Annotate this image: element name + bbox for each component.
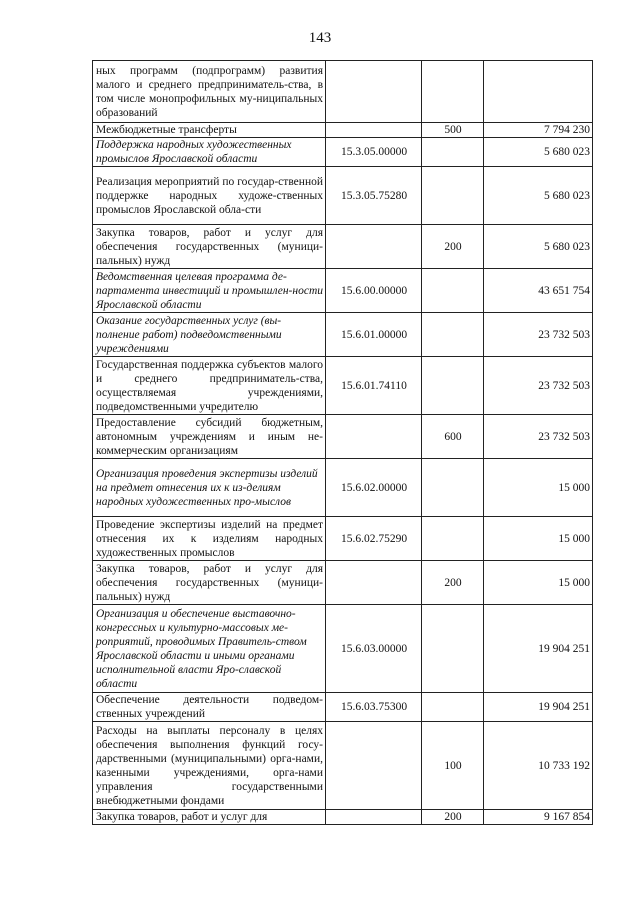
- row-sum-cell: 19 904 251: [484, 693, 593, 722]
- budget-table-body: [93, 61, 593, 825]
- row-type-cell: 200: [422, 225, 484, 269]
- table-row: [93, 123, 593, 138]
- row-name-cell: Реализация мероприятий по государ-ственной поддержке народных художе-ственных промыслов Ярославской обла-сти: [93, 167, 326, 225]
- row-type-cell: 200: [422, 561, 484, 605]
- row-type-cell: [422, 167, 484, 225]
- row-sum-cell: 5 680 023: [484, 167, 593, 225]
- row-type-cell: 200: [422, 810, 484, 825]
- table-row: [93, 357, 593, 415]
- row-code-cell: [326, 561, 422, 605]
- row-name-cell: Государственная поддержка субъектов малого и среднего предприниматель-ства, осуществляемая учреждениями, подведомственными учредителю: [93, 357, 326, 415]
- row-name-cell: Поддержка народных художественных промыслов Ярославской области: [93, 138, 326, 167]
- row-code-cell: [326, 810, 422, 825]
- table-row: [93, 269, 593, 313]
- row-name-cell: Предоставление субсидий бюджетным, автономным учреждениям и иным не-коммерческим организациям: [93, 415, 326, 459]
- row-sum-cell: 15 000: [484, 561, 593, 605]
- row-sum-cell: 7 794 230: [484, 123, 593, 138]
- row-type-cell: [422, 269, 484, 313]
- row-name-cell: Оказание государственных услуг (вы-полнение работ) подведомственными учреждениями: [93, 313, 326, 357]
- row-name-cell: Ведомственная целевая программа де-партамента инвестиций и промышлен-ности Ярославской области: [93, 269, 326, 313]
- row-name-cell: Закупка товаров, работ и услуг для обеспечения государственных (муници-пальных) нужд: [93, 225, 326, 269]
- row-type-cell: [422, 138, 484, 167]
- row-sum-cell: 23 732 503: [484, 415, 593, 459]
- table-row: [93, 313, 593, 357]
- row-name-cell: ных программ (подпрограмм) развития малого и среднего предприниматель-ства, в том числе монопрофильных му-ниципальных образований: [93, 61, 326, 123]
- row-code-cell: [326, 123, 422, 138]
- table-row: [93, 561, 593, 605]
- row-type-cell: [422, 357, 484, 415]
- row-name-cell: Обеспечение деятельности подведом-ственных учреждений: [93, 693, 326, 722]
- row-sum-cell: 43 651 754: [484, 269, 593, 313]
- table-row: [93, 225, 593, 269]
- row-code-cell: 15.6.02.00000: [326, 459, 422, 517]
- row-name-cell: Расходы на выплаты персоналу в целях обеспечения выполнения функций госу-дарственными (муниципальными) орга-нами, казенными учреждениями, орга-нами управления государственными внебюджетными фондами: [93, 722, 326, 810]
- row-sum-cell: 9 167 854: [484, 810, 593, 825]
- row-type-cell: [422, 313, 484, 357]
- row-code-cell: 15.3.05.75280: [326, 167, 422, 225]
- row-code-cell: 15.6.01.74110: [326, 357, 422, 415]
- table-row: [93, 810, 593, 825]
- row-sum-cell: 15 000: [484, 459, 593, 517]
- row-type-cell: 100: [422, 722, 484, 810]
- table-row: [93, 138, 593, 167]
- row-code-cell: 15.6.03.00000: [326, 605, 422, 693]
- row-type-cell: [422, 517, 484, 561]
- row-type-cell: 500: [422, 123, 484, 138]
- row-sum-cell: 10 733 192: [484, 722, 593, 810]
- row-code-cell: 15.6.03.75300: [326, 693, 422, 722]
- table-row: [93, 517, 593, 561]
- row-type-cell: [422, 61, 484, 123]
- row-type-cell: 600: [422, 415, 484, 459]
- row-name-cell: Межбюджетные трансферты: [93, 123, 326, 138]
- table-row: [93, 61, 593, 123]
- budget-table: [92, 60, 593, 825]
- row-sum-cell: 5 680 023: [484, 225, 593, 269]
- row-name-cell: Закупка товаров, работ и услуг для обеспечения государственных (муници-пальных) нужд: [93, 561, 326, 605]
- row-code-cell: 15.6.01.00000: [326, 313, 422, 357]
- row-sum-cell: 5 680 023: [484, 138, 593, 167]
- row-sum-cell: 23 732 503: [484, 357, 593, 415]
- row-code-cell: [326, 225, 422, 269]
- row-code-cell: 15.6.00.00000: [326, 269, 422, 313]
- page-number: 143: [308, 30, 332, 46]
- row-type-cell: [422, 693, 484, 722]
- row-code-cell: [326, 722, 422, 810]
- row-sum-cell: 19 904 251: [484, 605, 593, 693]
- row-code-cell: [326, 415, 422, 459]
- row-sum-cell: 15 000: [484, 517, 593, 561]
- row-code-cell: 15.6.02.75290: [326, 517, 422, 561]
- row-name-cell: Организация проведения экспертизы изделий на предмет отнесения их к из-делиям народных художественных про-мыслов: [93, 459, 326, 517]
- table-row: [93, 693, 593, 722]
- row-type-cell: [422, 459, 484, 517]
- row-code-cell: 15.3.05.00000: [326, 138, 422, 167]
- row-name-cell: Проведение экспертизы изделий на предмет отнесения их к изделиям народных художественных промыслов: [93, 517, 326, 561]
- row-name-cell: Организация и обеспечение выставочно-конгрессных и культурно-массовых ме-роприятий, проводимых Правитель-ством Ярославской области и иными органами исполнительной власти Яро-славской области: [93, 605, 326, 693]
- table-row: [93, 415, 593, 459]
- table-row: [93, 605, 593, 693]
- table-row: [93, 722, 593, 810]
- row-sum-cell: [484, 61, 593, 123]
- table-row: [93, 459, 593, 517]
- row-code-cell: [326, 61, 422, 123]
- row-name-cell: Закупка товаров, работ и услуг для: [93, 810, 326, 825]
- row-sum-cell: 23 732 503: [484, 313, 593, 357]
- table-row: [93, 167, 593, 225]
- row-type-cell: [422, 605, 484, 693]
